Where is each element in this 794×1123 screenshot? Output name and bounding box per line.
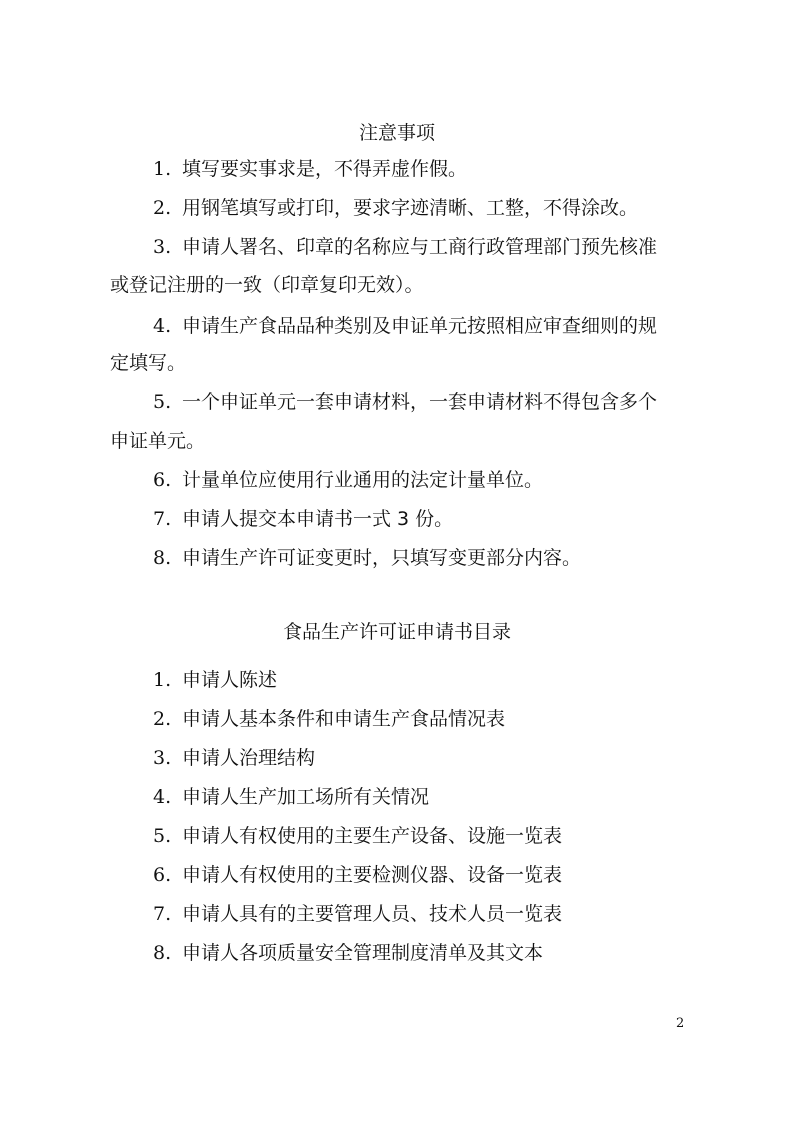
notes-item-text: 用钢笔填写或打印，要求字迹清晰、工整，不得涂改。 xyxy=(182,197,639,219)
notes-item-5-continuation: 申证单元。 xyxy=(110,430,206,452)
toc-item-8 xyxy=(153,941,543,965)
toc-item-text: 申请人基本条件和申请生产食品情况表 xyxy=(182,708,506,730)
notes-item-text: 申请生产许可证变更时，只填写变更部分内容。 xyxy=(182,547,582,569)
notes-item-number: 7. xyxy=(153,508,172,530)
toc-item-4 xyxy=(153,785,429,809)
toc-item-number: 7. xyxy=(153,903,172,925)
notes-item-text: 申请生产食品品种类别及申证单元按照相应审查细则的规 xyxy=(182,315,658,337)
toc-item-6 xyxy=(153,863,562,887)
toc-item-number: 2. xyxy=(153,708,172,730)
toc-item-text: 申请人有权使用的主要生产设备、设施一览表 xyxy=(182,825,563,847)
notes-item-number: 5. xyxy=(153,391,172,413)
notes-item-number: 2. xyxy=(153,197,172,219)
toc-item-text: 申请人有权使用的主要检测仪器、设备一览表 xyxy=(182,864,563,886)
toc-item-3 xyxy=(153,746,315,770)
notes-item-number: 8. xyxy=(153,547,172,569)
notes-item-2 xyxy=(153,196,638,220)
notes-item-number: 6. xyxy=(153,469,172,491)
toc-item-text: 申请人各项质量安全管理制度清单及其文本 xyxy=(182,942,544,964)
toc-item-text: 申请人具有的主要管理人员、技术人员一览表 xyxy=(182,903,563,925)
notes-item-8 xyxy=(153,546,581,570)
notes-item-3 xyxy=(153,235,657,259)
notes-item-number: 3. xyxy=(153,236,172,258)
page-number: 2 xyxy=(676,1016,685,1031)
notes-title: 注意事项 xyxy=(358,122,435,144)
notes-item-4 xyxy=(153,314,657,338)
toc-item-number: 4. xyxy=(153,786,172,808)
notes-item-6 xyxy=(153,468,543,492)
toc-item-number: 1. xyxy=(153,669,172,691)
toc-item-number: 5. xyxy=(153,825,172,847)
notes-item-text: 申请人署名、印章的名称应与工商行政管理部门预先核准 xyxy=(182,236,658,258)
toc-item-1 xyxy=(153,668,277,692)
toc-item-text: 申请人陈述 xyxy=(182,669,278,691)
notes-item-text: 一个申证单元一套申请材料，一套申请材料不得包含多个 xyxy=(182,391,658,413)
toc-item-text: 申请人生产加工场所有关情况 xyxy=(182,786,430,808)
notes-item-1 xyxy=(153,157,467,181)
toc-item-number: 8. xyxy=(153,942,172,964)
notes-item-7 xyxy=(153,507,453,531)
notes-item-3-continuation: 或登记注册的一致（印章复印无效）。 xyxy=(110,274,424,296)
toc-item-5 xyxy=(153,824,562,848)
notes-item-number: 4. xyxy=(153,315,172,337)
toc-title: 食品生产许可证申请书目录 xyxy=(282,621,511,643)
notes-item-text: 填写要实事求是，不得弄虚作假。 xyxy=(182,158,468,180)
notes-item-text: 计量单位应使用行业通用的法定计量单位。 xyxy=(182,469,544,491)
notes-item-text: 申请人提交本申请书一式 3 份。 xyxy=(182,508,454,530)
notes-item-4-continuation: 定填写。 xyxy=(110,352,187,374)
toc-item-2 xyxy=(153,707,505,731)
toc-item-number: 6. xyxy=(153,864,172,886)
notes-item-number: 1. xyxy=(153,158,172,180)
notes-item-5 xyxy=(153,390,657,414)
toc-item-number: 3. xyxy=(153,747,172,769)
toc-item-text: 申请人治理结构 xyxy=(182,747,316,769)
toc-item-7 xyxy=(153,902,562,926)
